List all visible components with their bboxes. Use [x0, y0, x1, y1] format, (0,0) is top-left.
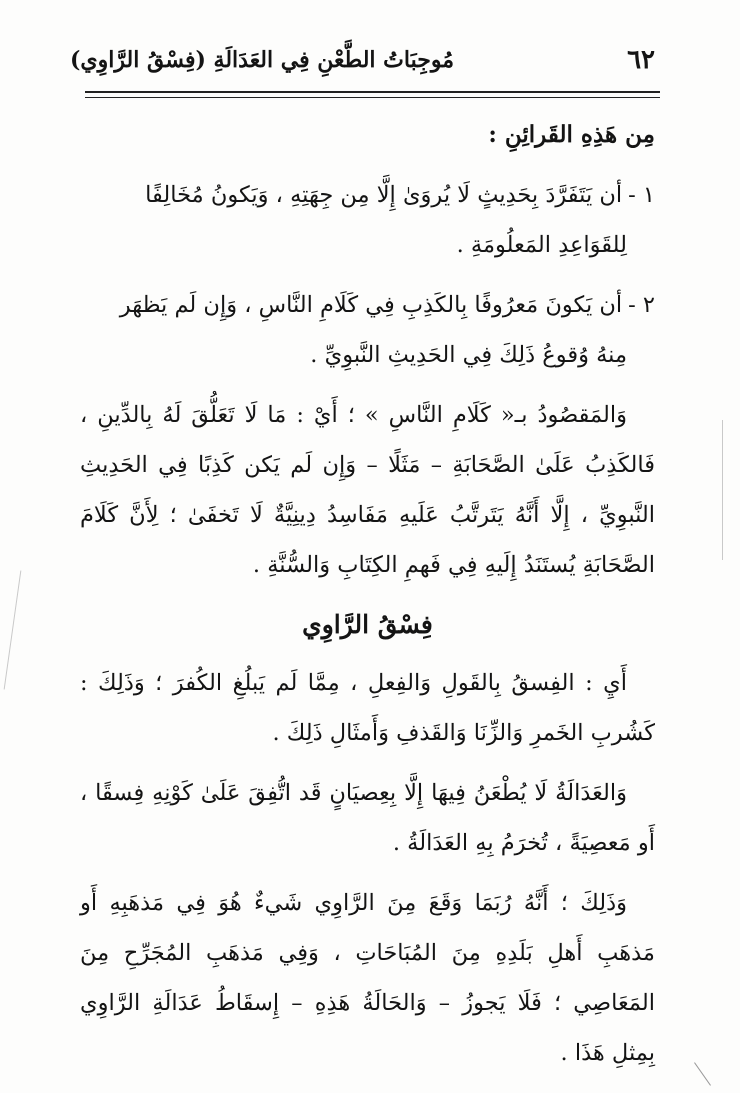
running-title: مُوجِبَاتُ الطَّعْنِ فِي العَدَالَةِ (فِسْقُ الرَّاوِي) [70, 47, 454, 73]
section-heading: فِسْقُ الرَّاوِي [302, 610, 433, 639]
page-body [80, 110, 655, 1088]
item-text-continued: مِنهُ وُقوعُ ذَلِكَ فِي الحَدِيثِ النَّبوِيِّ . [310, 342, 627, 368]
scan-mark [722, 420, 723, 560]
scan-mark [4, 571, 22, 690]
item-number: ١ - [628, 182, 655, 208]
item-text-continued: لِلقَوَاعِدِ المَعلُومَةِ . [456, 232, 627, 258]
header-rule-thick [85, 91, 660, 93]
paragraph-justice: وَالعَدَالَةُ لَا يُطْعَنُ فِيهَا إِلَّا بِعِصيَانٍ قَد اتُّفِقَ عَلَىٰ كَوْنِهِ فِسقًا ، أَو مَعصِيَةً ، تُخرَمُ بِهِ العَدَالَةُ . [80, 780, 655, 856]
item-number: ٢ - [628, 292, 655, 318]
list-item-1 [80, 170, 655, 270]
intro-line: مِن هَذِهِ القَرائِنِ : [488, 121, 655, 148]
paragraph-explanation: وَالمَقصُودُ بـ« كَلَامِ النَّاسِ » ؛ أَيْ : مَا لَا تَعَلُّقَ لَهُ بِالدِّينِ ، فَالكَذِبُ عَلَىٰ الصَّحَابَةِ – مَثَلًا – وَإِن لَم يَكن كَذِبًا فِي الحَدِيثِ النَّبوِيِّ ، إِلَّا أَنَّهُ يَتَرتَّبُ عَلَيهِ مَفَاسِدُ دِينِيَّةٌ لَا تَخفَىٰ ؛ لِأَنَّ كَلَامَ الصَّحَابَةِ يُستَنَدُ إِلَيهِ فِي فَهمِ الكِتَابِ وَالسُّنَّةِ . [80, 402, 655, 578]
list-item-2 [80, 280, 655, 380]
page-header [70, 40, 655, 80]
header-rule-thin [85, 97, 660, 98]
scan-mark [694, 1062, 711, 1086]
paragraph-definition: أَيِ : الفِسقُ بِالقَولِ وَالفِعلِ ، مِمَّا لَم يَبلُغِ الكُفرَ ؛ وَذَلِكَ : كَشُربِ الخَمرِ وَالزِّنَا وَالقَذفِ وَأَمثَالِ ذَلِكَ . [80, 670, 655, 746]
paragraph-reason: وَذَلِكَ ؛ أَنَّهُ رُبَمَا وَقَعَ مِنَ الرَّاوِي شَيءٌ هُوَ فِي مَذهَبِهِ أَو مَذهَبِ أَهلِ بَلَدِهِ مِنَ المُبَاحَاتِ ، وَفِي مَذهَبِ المُجَرِّحِ مِنَ المَعَاصِي ؛ فَلَا يَجوزُ – وَالحَالَةُ هَذِهِ – إِسقَاطُ عَدَالَةِ الرَّاوِي بِمِثلِ هَذَا . [80, 890, 655, 1066]
item-text: أن يَكونَ مَعرُوفًا بِالكَذِبِ فِي كَلَامِ النَّاسِ ، وَإِن لَم يَظهَر [119, 292, 623, 318]
item-text: أن يَتَفَرَّدَ بِحَدِيثٍ لَا يُروَىٰ إِلَّا مِن جِهَتِهِ ، وَيَكونُ مُخَالِفًا [145, 182, 623, 208]
page-number: ٦٢ [627, 45, 655, 75]
